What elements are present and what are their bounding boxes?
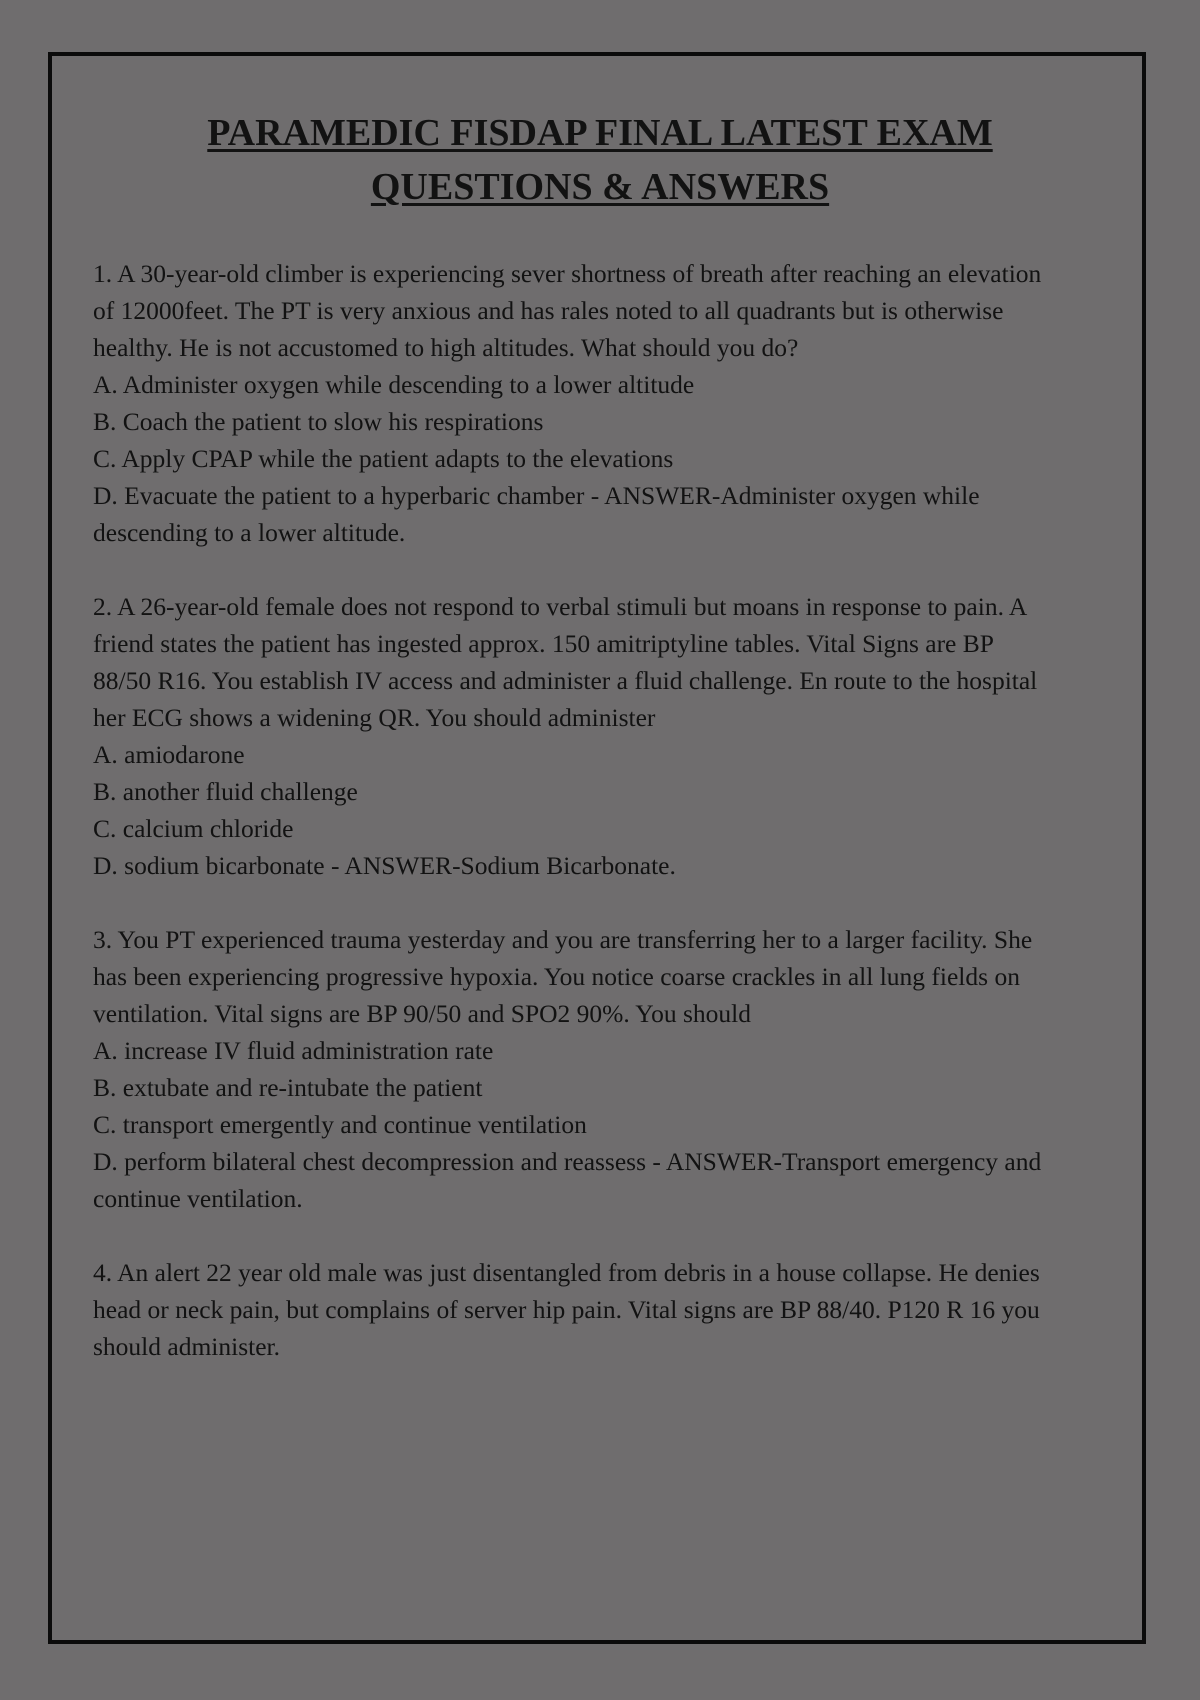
question-3 bbox=[93, 921, 1053, 1217]
question-option-c: C. Apply CPAP while the patient adapts to the elevations bbox=[93, 444, 674, 473]
document-title-line-1: PARAMEDIC FISDAP FINAL LATEST EXAM bbox=[207, 112, 993, 154]
question-option-c: C. calcium chloride bbox=[93, 814, 294, 843]
questions-list bbox=[93, 255, 1053, 1402]
question-option-d-with-answer: D. perform bilateral chest decompression and reassess - ANSWER-Transport emergency and continue ventilation. bbox=[93, 1147, 1042, 1213]
question-option-b: B. Coach the patient to slow his respirations bbox=[93, 407, 544, 436]
question-option-b: B. extubate and re-intubate the patient bbox=[93, 1073, 483, 1102]
question-option-d-with-answer: D. sodium bicarbonate - ANSWER-Sodium Bicarbonate. bbox=[93, 851, 676, 880]
question-1 bbox=[93, 255, 1053, 551]
question-2 bbox=[93, 588, 1053, 884]
question-4 bbox=[93, 1254, 1053, 1365]
document-title bbox=[0, 106, 1200, 214]
question-option-c: C. transport emergently and continue ventilation bbox=[93, 1110, 587, 1139]
question-option-a: A. amiodarone bbox=[93, 740, 245, 769]
question-option-a: A. Administer oxygen while descending to a lower altitude bbox=[93, 370, 695, 399]
question-stem: 4. An alert 22 year old male was just disentangled from debris in a house collapse. He denies head or neck pain, but complains of server hip pain. Vital signs are BP 88/40. P120 R 16 you should administer. bbox=[93, 1258, 1040, 1361]
document-title-line-2: QUESTIONS & ANSWERS bbox=[370, 166, 830, 208]
question-stem: 3. You PT experienced trauma yesterday and you are transferring her to a larger facility. She has been experiencing progressive hypoxia. You notice coarse crackles in all lung fields on ventilation. Vital signs are BP 90/50 and SPO2 90%. You should bbox=[93, 925, 1033, 1028]
question-option-d-with-answer: D. Evacuate the patient to a hyperbaric chamber - ANSWER-Administer oxygen while descending to a lower altitude. bbox=[93, 481, 980, 547]
question-stem: 2. A 26-year-old female does not respond to verbal stimuli but moans in response to pain. A friend states the patient has ingested approx. 150 amitriptyline tables. Vital Signs are BP 88/50 R16. You establish IV access and administer a fluid challenge. En route to the hospital her ECG shows a widening QR. You should administer bbox=[93, 592, 1038, 732]
question-option-b: B. another fluid challenge bbox=[93, 777, 358, 806]
question-stem: 1. A 30-year-old climber is experiencing sever shortness of breath after reaching an elevation of 12000feet. The PT is very anxious and has rales noted to all quadrants but is otherwise healthy. He is not accustomed to high altitudes. What should you do? bbox=[93, 259, 1042, 362]
question-option-a: A. increase IV fluid administration rate bbox=[93, 1036, 494, 1065]
